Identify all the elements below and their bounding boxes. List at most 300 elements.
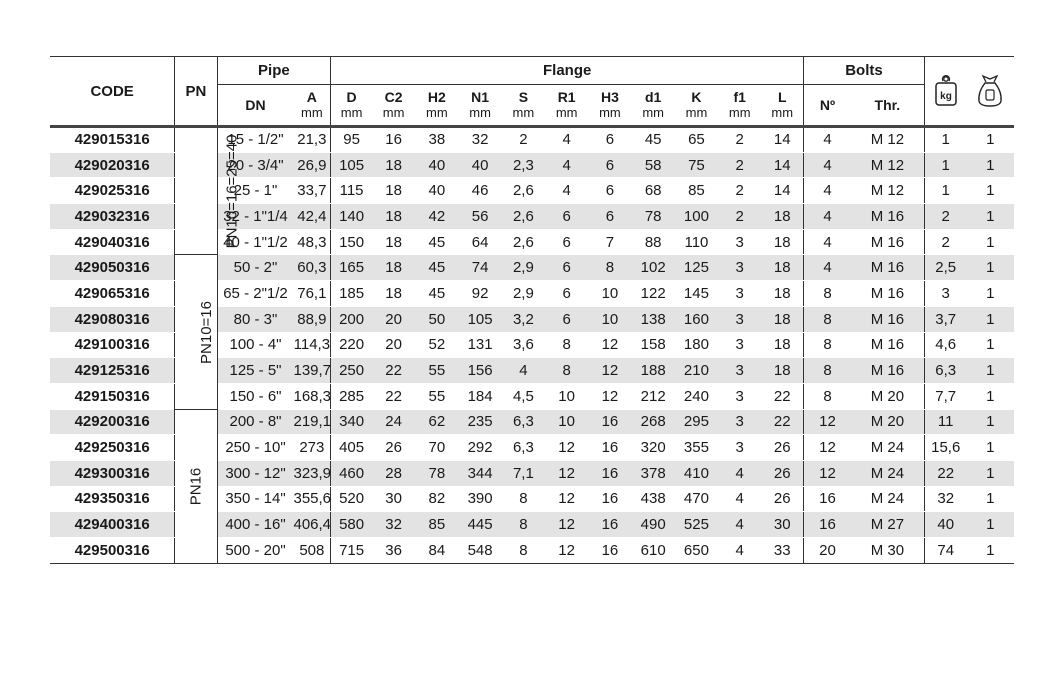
cell-bag: 1 xyxy=(967,486,1014,512)
cell-c2: 18 xyxy=(372,281,415,307)
cell-a: 33,7 xyxy=(293,178,330,204)
cell-h3: 16 xyxy=(588,538,631,564)
cell-code: 429350316 xyxy=(50,486,175,512)
cell-h2: 40 xyxy=(415,152,458,178)
cell-h3: 6 xyxy=(588,127,631,153)
cell-h2: 45 xyxy=(415,281,458,307)
cell-r1: 12 xyxy=(545,538,588,564)
cell-n1: 156 xyxy=(458,358,501,384)
cell-n1: 105 xyxy=(458,306,501,332)
cell-f1: 3 xyxy=(718,255,761,281)
cell-r1: 4 xyxy=(545,127,588,153)
cell-h3: 6 xyxy=(588,178,631,204)
cell-k: 125 xyxy=(675,255,718,281)
cell-h3: 6 xyxy=(588,152,631,178)
cell-f1: 3 xyxy=(718,229,761,255)
cell-code: 429015316 xyxy=(50,127,175,153)
cell-f1: 3 xyxy=(718,383,761,409)
cell-kg: 2 xyxy=(924,229,966,255)
cell-thr: M 16 xyxy=(851,358,924,384)
cell-dn: 20 - 3/4" xyxy=(217,152,293,178)
cell-c2: 18 xyxy=(372,178,415,204)
cell-r1: 12 xyxy=(545,512,588,538)
cell-code: 429500316 xyxy=(50,538,175,564)
cell-d1: 268 xyxy=(632,409,675,435)
pn-group-label: PN10=16=25=40 xyxy=(223,134,241,249)
cell-d: 250 xyxy=(331,358,372,384)
cell-h3: 16 xyxy=(588,460,631,486)
header-thread: Thr. xyxy=(851,85,924,127)
header-n1: N1 mm xyxy=(458,85,501,127)
cell-d: 115 xyxy=(331,178,372,204)
cell-r1: 6 xyxy=(545,306,588,332)
table-row xyxy=(50,127,1014,153)
cell-code: 429032316 xyxy=(50,204,175,230)
cell-kg: 2,5 xyxy=(924,255,966,281)
cell-l: 18 xyxy=(761,281,803,307)
cell-h3: 16 xyxy=(588,486,631,512)
cell-dn: 300 - 12" xyxy=(217,460,293,486)
cell-dn: 200 - 8" xyxy=(217,409,293,435)
cell-s: 7,1 xyxy=(502,460,545,486)
cell-bag: 1 xyxy=(967,332,1014,358)
cell-s: 2 xyxy=(502,127,545,153)
cell-k: 85 xyxy=(675,178,718,204)
cell-a: 168,3 xyxy=(293,383,330,409)
cell-l: 14 xyxy=(761,178,803,204)
cell-a: 355,6 xyxy=(293,486,330,512)
cell-no: 8 xyxy=(804,281,851,307)
cell-no: 8 xyxy=(804,332,851,358)
cell-f1: 3 xyxy=(718,332,761,358)
cell-bag: 1 xyxy=(967,409,1014,435)
cell-no: 12 xyxy=(804,435,851,461)
cell-s: 8 xyxy=(502,486,545,512)
cell-h2: 70 xyxy=(415,435,458,461)
cell-k: 355 xyxy=(675,435,718,461)
cell-n1: 390 xyxy=(458,486,501,512)
cell-no: 4 xyxy=(804,255,851,281)
cell-c2: 32 xyxy=(372,512,415,538)
cell-no: 4 xyxy=(804,178,851,204)
cell-l: 26 xyxy=(761,486,803,512)
cell-no: 4 xyxy=(804,127,851,153)
cell-k: 295 xyxy=(675,409,718,435)
cell-thr: M 30 xyxy=(851,538,924,564)
cell-bag: 1 xyxy=(967,229,1014,255)
cell-c2: 18 xyxy=(372,229,415,255)
header-pipe: Pipe xyxy=(217,57,331,85)
cell-a: 88,9 xyxy=(293,306,330,332)
cell-thr: M 20 xyxy=(851,409,924,435)
svg-text:kg: kg xyxy=(939,91,952,102)
cell-pn-group xyxy=(175,255,217,409)
cell-code: 429100316 xyxy=(50,332,175,358)
cell-code: 429050316 xyxy=(50,255,175,281)
cell-a: 48,3 xyxy=(293,229,330,255)
cell-r1: 6 xyxy=(545,281,588,307)
cell-h2: 78 xyxy=(415,460,458,486)
header-h2: H2 mm xyxy=(415,85,458,127)
header-l: L mm xyxy=(761,85,803,127)
cell-f1: 2 xyxy=(718,152,761,178)
cell-l: 26 xyxy=(761,435,803,461)
cell-dn: 40 - 1"1/2 xyxy=(217,229,293,255)
cell-d1: 78 xyxy=(632,204,675,230)
cell-d: 185 xyxy=(331,281,372,307)
cell-h2: 45 xyxy=(415,229,458,255)
cell-thr: M 16 xyxy=(851,306,924,332)
cell-h3: 10 xyxy=(588,281,631,307)
cell-d: 520 xyxy=(331,486,372,512)
cell-c2: 16 xyxy=(372,127,415,153)
cell-n1: 292 xyxy=(458,435,501,461)
cell-r1: 8 xyxy=(545,332,588,358)
cell-h3: 8 xyxy=(588,255,631,281)
cell-c2: 36 xyxy=(372,538,415,564)
cell-d: 460 xyxy=(331,460,372,486)
cell-s: 4,5 xyxy=(502,383,545,409)
cell-a: 508 xyxy=(293,538,330,564)
cell-s: 2,9 xyxy=(502,255,545,281)
cell-k: 100 xyxy=(675,204,718,230)
cell-no: 16 xyxy=(804,486,851,512)
header-dn: DN xyxy=(217,85,293,127)
cell-s: 2,3 xyxy=(502,152,545,178)
cell-kg: 11 xyxy=(924,409,966,435)
cell-kg: 4,6 xyxy=(924,332,966,358)
cell-h2: 55 xyxy=(415,383,458,409)
cell-thr: M 16 xyxy=(851,255,924,281)
header-f1: f1 mm xyxy=(718,85,761,127)
cell-n1: 184 xyxy=(458,383,501,409)
cell-d1: 122 xyxy=(632,281,675,307)
cell-n1: 92 xyxy=(458,281,501,307)
cell-thr: M 12 xyxy=(851,127,924,153)
cell-s: 2,9 xyxy=(502,281,545,307)
cell-no: 12 xyxy=(804,460,851,486)
cell-n1: 445 xyxy=(458,512,501,538)
cell-d1: 68 xyxy=(632,178,675,204)
cell-kg: 15,6 xyxy=(924,435,966,461)
cell-bag: 1 xyxy=(967,255,1014,281)
header-bag xyxy=(967,57,1014,127)
pn-group-label: PN10=16 xyxy=(198,300,216,364)
cell-bag: 1 xyxy=(967,383,1014,409)
header-flange: Flange xyxy=(331,57,804,85)
cell-code: 429250316 xyxy=(50,435,175,461)
cell-thr: M 24 xyxy=(851,460,924,486)
cell-d1: 102 xyxy=(632,255,675,281)
cell-code: 429150316 xyxy=(50,383,175,409)
cell-f1: 3 xyxy=(718,435,761,461)
cell-no: 8 xyxy=(804,358,851,384)
cell-bag: 1 xyxy=(967,358,1014,384)
cell-l: 18 xyxy=(761,204,803,230)
cell-k: 145 xyxy=(675,281,718,307)
cell-h2: 38 xyxy=(415,127,458,153)
cell-h3: 12 xyxy=(588,358,631,384)
cell-n1: 56 xyxy=(458,204,501,230)
cell-r1: 10 xyxy=(545,383,588,409)
cell-r1: 6 xyxy=(545,229,588,255)
cell-d: 95 xyxy=(331,127,372,153)
cell-n1: 32 xyxy=(458,127,501,153)
cell-n1: 344 xyxy=(458,460,501,486)
cell-code: 429020316 xyxy=(50,152,175,178)
cell-r1: 6 xyxy=(545,204,588,230)
cell-no: 8 xyxy=(804,306,851,332)
cell-r1: 4 xyxy=(545,178,588,204)
cell-d: 140 xyxy=(331,204,372,230)
cell-d: 200 xyxy=(331,306,372,332)
cell-h3: 16 xyxy=(588,409,631,435)
cell-k: 410 xyxy=(675,460,718,486)
cell-d: 285 xyxy=(331,383,372,409)
cell-c2: 24 xyxy=(372,409,415,435)
cell-no: 4 xyxy=(804,204,851,230)
cell-d1: 45 xyxy=(632,127,675,153)
cell-a: 406,4 xyxy=(293,512,330,538)
cell-code: 429300316 xyxy=(50,460,175,486)
cell-dn: 80 - 3" xyxy=(217,306,293,332)
cell-kg: 6,3 xyxy=(924,358,966,384)
cell-dn: 150 - 6" xyxy=(217,383,293,409)
cell-bag: 1 xyxy=(967,127,1014,153)
cell-code: 429125316 xyxy=(50,358,175,384)
cell-d: 105 xyxy=(331,152,372,178)
cell-l: 18 xyxy=(761,332,803,358)
cell-no: 16 xyxy=(804,512,851,538)
header-r1: R1 mm xyxy=(545,85,588,127)
cell-f1: 4 xyxy=(718,538,761,564)
cell-d1: 88 xyxy=(632,229,675,255)
cell-h2: 42 xyxy=(415,204,458,230)
cell-h3: 6 xyxy=(588,204,631,230)
cell-f1: 4 xyxy=(718,486,761,512)
cell-thr: M 24 xyxy=(851,435,924,461)
cell-s: 6,3 xyxy=(502,435,545,461)
cell-h2: 40 xyxy=(415,178,458,204)
cell-dn: 65 - 2"1/2 xyxy=(217,281,293,307)
cell-bag: 1 xyxy=(967,460,1014,486)
cell-code: 429040316 xyxy=(50,229,175,255)
cell-dn: 125 - 5" xyxy=(217,358,293,384)
cell-dn: 250 - 10" xyxy=(217,435,293,461)
bag-icon xyxy=(976,74,1004,108)
cell-s: 8 xyxy=(502,538,545,564)
cell-d1: 320 xyxy=(632,435,675,461)
cell-s: 6,3 xyxy=(502,409,545,435)
header-a: A mm xyxy=(293,85,330,127)
cell-h3: 10 xyxy=(588,306,631,332)
cell-r1: 8 xyxy=(545,358,588,384)
cell-h3: 7 xyxy=(588,229,631,255)
cell-a: 42,4 xyxy=(293,204,330,230)
cell-dn: 25 - 1" xyxy=(217,178,293,204)
cell-n1: 46 xyxy=(458,178,501,204)
cell-f1: 3 xyxy=(718,281,761,307)
cell-n1: 235 xyxy=(458,409,501,435)
cell-f1: 3 xyxy=(718,358,761,384)
header-d: D mm xyxy=(331,85,372,127)
cell-r1: 12 xyxy=(545,486,588,512)
cell-h3: 16 xyxy=(588,512,631,538)
cell-l: 18 xyxy=(761,255,803,281)
cell-dn: 500 - 20" xyxy=(217,538,293,564)
cell-code: 429080316 xyxy=(50,306,175,332)
cell-thr: M 16 xyxy=(851,229,924,255)
table-row xyxy=(50,409,1014,435)
cell-c2: 20 xyxy=(372,332,415,358)
cell-d: 715 xyxy=(331,538,372,564)
cell-d: 150 xyxy=(331,229,372,255)
cell-bag: 1 xyxy=(967,178,1014,204)
cell-h2: 82 xyxy=(415,486,458,512)
cell-r1: 4 xyxy=(545,152,588,178)
cell-r1: 12 xyxy=(545,460,588,486)
cell-d: 340 xyxy=(331,409,372,435)
cell-f1: 4 xyxy=(718,460,761,486)
cell-bag: 1 xyxy=(967,538,1014,564)
cell-dn: 50 - 2" xyxy=(217,255,293,281)
header-pn: PN xyxy=(175,57,217,127)
cell-l: 14 xyxy=(761,127,803,153)
cell-dn: 15 - 1/2" xyxy=(217,127,293,153)
cell-c2: 28 xyxy=(372,460,415,486)
cell-a: 219,1 xyxy=(293,409,330,435)
cell-s: 2,6 xyxy=(502,229,545,255)
cell-d1: 58 xyxy=(632,152,675,178)
cell-kg: 74 xyxy=(924,538,966,564)
cell-no: 12 xyxy=(804,409,851,435)
cell-d1: 438 xyxy=(632,486,675,512)
cell-kg: 32 xyxy=(924,486,966,512)
cell-f1: 2 xyxy=(718,127,761,153)
cell-kg: 1 xyxy=(924,152,966,178)
cell-s: 3,2 xyxy=(502,306,545,332)
cell-r1: 6 xyxy=(545,255,588,281)
cell-kg: 1 xyxy=(924,178,966,204)
cell-a: 114,3 xyxy=(293,332,330,358)
cell-k: 525 xyxy=(675,512,718,538)
cell-thr: M 24 xyxy=(851,486,924,512)
header-k: K mm xyxy=(675,85,718,127)
cell-k: 75 xyxy=(675,152,718,178)
cell-no: 8 xyxy=(804,383,851,409)
cell-kg: 7,7 xyxy=(924,383,966,409)
cell-c2: 18 xyxy=(372,204,415,230)
cell-a: 76,1 xyxy=(293,281,330,307)
cell-s: 2,6 xyxy=(502,204,545,230)
cell-d1: 138 xyxy=(632,306,675,332)
cell-kg: 1 xyxy=(924,127,966,153)
header-s: S mm xyxy=(502,85,545,127)
cell-s: 2,6 xyxy=(502,178,545,204)
cell-thr: M 27 xyxy=(851,512,924,538)
cell-l: 22 xyxy=(761,383,803,409)
cell-n1: 40 xyxy=(458,152,501,178)
cell-d1: 212 xyxy=(632,383,675,409)
cell-d: 405 xyxy=(331,435,372,461)
cell-f1: 2 xyxy=(718,204,761,230)
cell-h2: 55 xyxy=(415,358,458,384)
cell-kg: 2 xyxy=(924,204,966,230)
cell-bag: 1 xyxy=(967,281,1014,307)
cell-s: 3,6 xyxy=(502,332,545,358)
cell-c2: 30 xyxy=(372,486,415,512)
cell-f1: 4 xyxy=(718,512,761,538)
cell-pn-group xyxy=(175,409,217,563)
cell-bag: 1 xyxy=(967,152,1014,178)
cell-n1: 548 xyxy=(458,538,501,564)
cell-thr: M 16 xyxy=(851,281,924,307)
cell-kg: 3 xyxy=(924,281,966,307)
cell-h3: 16 xyxy=(588,435,631,461)
header-c2: C2 mm xyxy=(372,85,415,127)
cell-d1: 490 xyxy=(632,512,675,538)
cell-a: 60,3 xyxy=(293,255,330,281)
cell-bag: 1 xyxy=(967,306,1014,332)
cell-dn: 350 - 14" xyxy=(217,486,293,512)
cell-d1: 158 xyxy=(632,332,675,358)
cell-code: 429025316 xyxy=(50,178,175,204)
cell-r1: 10 xyxy=(545,409,588,435)
header-bolts: Bolts xyxy=(804,57,925,85)
cell-d1: 188 xyxy=(632,358,675,384)
cell-c2: 22 xyxy=(372,383,415,409)
cell-l: 26 xyxy=(761,460,803,486)
cell-bag: 1 xyxy=(967,204,1014,230)
cell-dn: 100 - 4" xyxy=(217,332,293,358)
table-header xyxy=(50,57,1014,127)
cell-thr: M 12 xyxy=(851,152,924,178)
cell-a: 323,9 xyxy=(293,460,330,486)
cell-l: 33 xyxy=(761,538,803,564)
cell-d: 580 xyxy=(331,512,372,538)
cell-k: 180 xyxy=(675,332,718,358)
cell-c2: 18 xyxy=(372,152,415,178)
cell-l: 14 xyxy=(761,152,803,178)
cell-h3: 12 xyxy=(588,383,631,409)
cell-n1: 131 xyxy=(458,332,501,358)
cell-code: 429065316 xyxy=(50,281,175,307)
cell-c2: 18 xyxy=(372,255,415,281)
cell-h2: 85 xyxy=(415,512,458,538)
cell-k: 470 xyxy=(675,486,718,512)
cell-d1: 378 xyxy=(632,460,675,486)
cell-c2: 26 xyxy=(372,435,415,461)
cell-c2: 22 xyxy=(372,358,415,384)
cell-c2: 20 xyxy=(372,306,415,332)
cell-a: 139,7 xyxy=(293,358,330,384)
cell-dn: 32 - 1"1/4 xyxy=(217,204,293,230)
cell-a: 26,9 xyxy=(293,152,330,178)
cell-a: 21,3 xyxy=(293,127,330,153)
cell-l: 22 xyxy=(761,409,803,435)
cell-no: 4 xyxy=(804,152,851,178)
cell-l: 18 xyxy=(761,306,803,332)
header-weight xyxy=(924,57,966,127)
cell-r1: 12 xyxy=(545,435,588,461)
table-body xyxy=(50,127,1014,564)
cell-f1: 3 xyxy=(718,409,761,435)
cell-d1: 610 xyxy=(632,538,675,564)
header-d1: d1 mm xyxy=(632,85,675,127)
cell-k: 65 xyxy=(675,127,718,153)
cell-pn-group xyxy=(175,127,241,255)
header-h3: H3 mm xyxy=(588,85,631,127)
